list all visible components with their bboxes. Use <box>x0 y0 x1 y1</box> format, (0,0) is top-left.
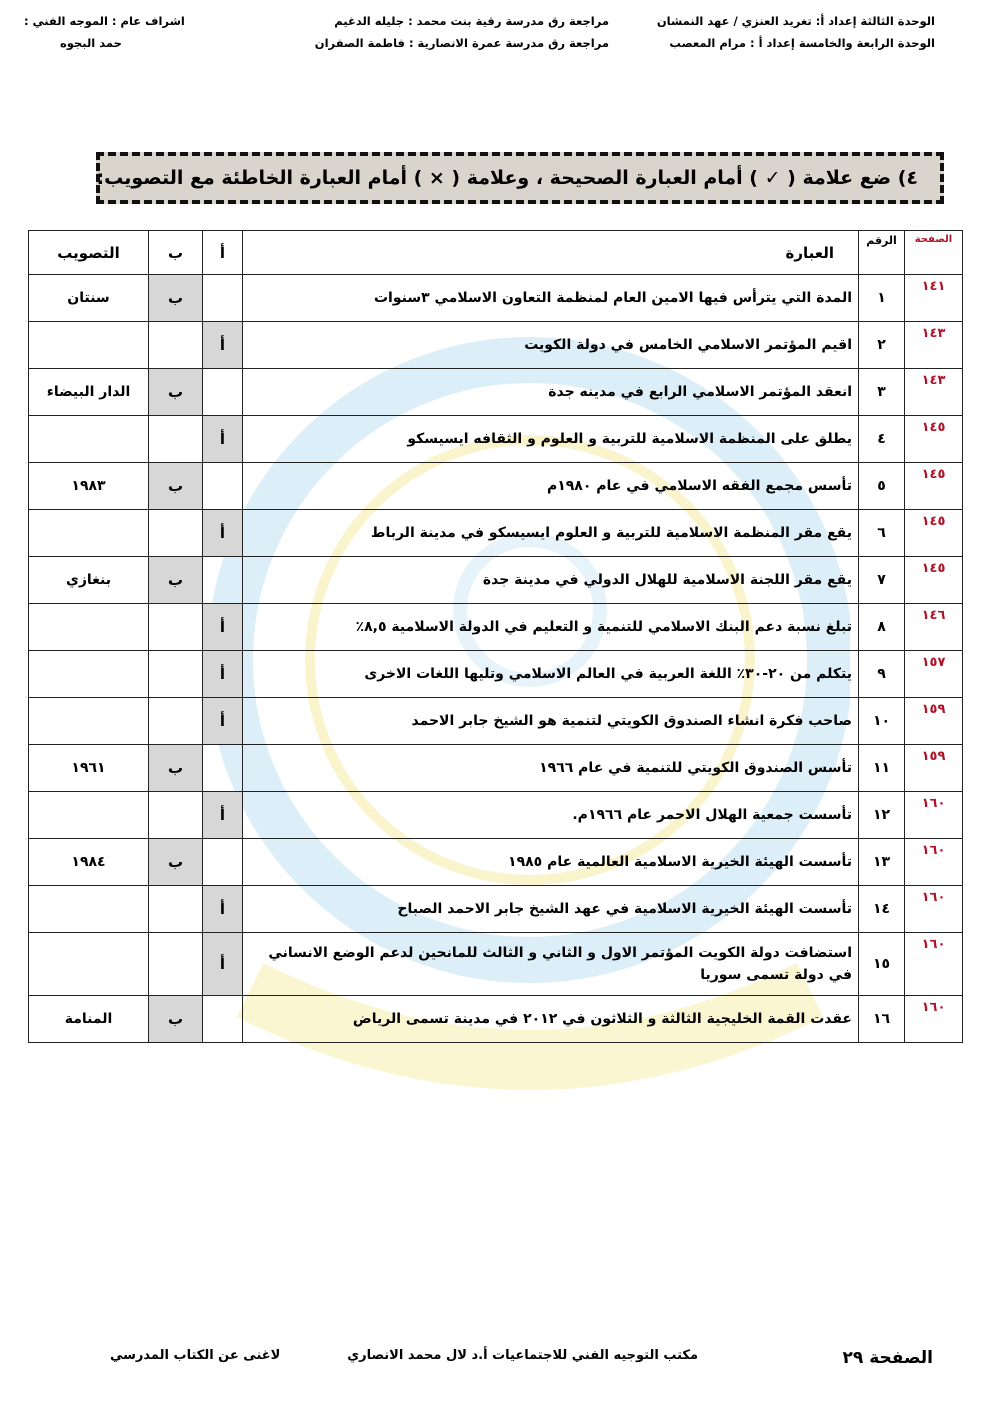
row-number: ١٦ <box>859 996 905 1043</box>
table-row <box>29 651 963 698</box>
row-answer-a: أ <box>203 698 243 745</box>
row-answer-b <box>149 322 203 369</box>
row-correction: الدار البيضاء <box>29 369 149 416</box>
table-row <box>29 933 963 996</box>
row-answer-b: ب <box>149 557 203 604</box>
row-page: ١٤٦ <box>905 604 963 651</box>
row-page: ١٦٠ <box>905 886 963 933</box>
row-page: ١٦٠ <box>905 933 963 996</box>
row-correction <box>29 510 149 557</box>
header-unit45-line: الوحدة الرابعة والخامسة إعداد أ : مرام المعصب <box>669 36 935 50</box>
row-statement: يقع مقر اللجنة الاسلامية للهلال الدولي في مدينة جدة <box>243 557 859 604</box>
row-answer-b: ب <box>149 839 203 886</box>
row-answer-a: أ <box>203 416 243 463</box>
row-correction: ١٩٦١ <box>29 745 149 792</box>
row-page: ١٤٥ <box>905 510 963 557</box>
row-correction <box>29 322 149 369</box>
row-answer-a <box>203 745 243 792</box>
row-number: ٧ <box>859 557 905 604</box>
table-row <box>29 369 963 416</box>
row-number: ١ <box>859 275 905 322</box>
table-row <box>29 557 963 604</box>
row-page: ١٦٠ <box>905 792 963 839</box>
table-row <box>29 792 963 839</box>
row-page: ١٥٩ <box>905 745 963 792</box>
row-correction: المنامة <box>29 996 149 1043</box>
answers-table-wrapper <box>28 230 962 1043</box>
document-header <box>24 14 935 60</box>
row-number: ١٢ <box>859 792 905 839</box>
row-answer-a: أ <box>203 604 243 651</box>
row-statement: المدة التي يترأس فيها الامين العام لمنظمة التعاون الاسلامي ٣سنوات <box>243 275 859 322</box>
row-statement: تأسست الهيئة الخيرية الاسلامية العالمية عام ١٩٨٥ <box>243 839 859 886</box>
row-statement: تأسس مجمع الفقه الاسلامي في عام ١٩٨٠م <box>243 463 859 510</box>
row-page: ١٤٣ <box>905 322 963 369</box>
row-correction: سنتان <box>29 275 149 322</box>
header-review2-line: مراجعة رق مدرسة عمرة الانصارية : فاطمة الصفران <box>314 36 609 50</box>
row-answer-b <box>149 792 203 839</box>
row-answer-a <box>203 839 243 886</box>
row-page: ١٤٣ <box>905 369 963 416</box>
row-statement: تأسست الهيئة الخيرية الاسلامية في عهد الشيخ جابر الاحمد الصباح <box>243 886 859 933</box>
row-statement: يتكلم من ٢٠-٣٠٪ اللغة العربية في العالم الاسلامي وتليها اللغات الاخرى <box>243 651 859 698</box>
row-number: ٥ <box>859 463 905 510</box>
row-correction <box>29 886 149 933</box>
table-row <box>29 839 963 886</box>
row-answer-a: أ <box>203 933 243 996</box>
row-answer-a <box>203 463 243 510</box>
row-page: ١٥٩ <box>905 698 963 745</box>
footer-slogan: لاغنى عن الكتاب المدرسي <box>110 1348 281 1363</box>
header-number: الرقم <box>859 231 905 275</box>
row-correction: ١٩٨٤ <box>29 839 149 886</box>
row-answer-a <box>203 996 243 1043</box>
row-answer-a: أ <box>203 886 243 933</box>
table-row <box>29 463 963 510</box>
row-answer-b: ب <box>149 745 203 792</box>
answers-table <box>28 230 963 1043</box>
table-body <box>29 275 963 1043</box>
row-answer-b: ب <box>149 369 203 416</box>
row-number: ١٠ <box>859 698 905 745</box>
row-page: ١٤٥ <box>905 557 963 604</box>
row-statement: اقيم المؤتمر الاسلامي الخامس في دولة الكويت <box>243 322 859 369</box>
row-number: ١٤ <box>859 886 905 933</box>
table-row <box>29 886 963 933</box>
table-row <box>29 416 963 463</box>
row-correction: ١٩٨٣ <box>29 463 149 510</box>
row-number: ٣ <box>859 369 905 416</box>
row-answer-b: ب <box>149 996 203 1043</box>
question-title: ٤) ضع علامة ( ✓ ) أمام العبارة الصحيحة ، وعلامة ( × ) أمام العبارة الخاطئة مع التصويب: <box>96 167 918 189</box>
row-number: ٩ <box>859 651 905 698</box>
row-statement: انعقد المؤتمر الاسلامي الرابع في مدينه جدة <box>243 369 859 416</box>
row-answer-b <box>149 510 203 557</box>
row-statement: تبلغ نسبة دعم البنك الاسلامي للتنمية و التعليم في الدولة الاسلامية ٨,٥٪ <box>243 604 859 651</box>
header-supervisor-line: اشراف عام : الموجه الفني : <box>24 14 185 28</box>
header-page: الصفحة <box>905 231 963 275</box>
header-supervisor-name: حمد البجوه <box>60 36 122 50</box>
header-review1-line: مراجعة رق مدرسة رقية بنت محمد : جليله الدغيم <box>334 14 609 28</box>
header-unit3-line: الوحدة الثالثة إعداد أ: تغريد العنزي / عهد النمشان <box>656 14 935 28</box>
row-answer-b <box>149 698 203 745</box>
header-a: أ <box>203 231 243 275</box>
table-row <box>29 322 963 369</box>
row-number: ١١ <box>859 745 905 792</box>
row-page: ١٦٠ <box>905 839 963 886</box>
row-answer-a <box>203 275 243 322</box>
row-answer-a <box>203 369 243 416</box>
row-page: ١٤٥ <box>905 416 963 463</box>
row-statement: تأسس الصندوق الكويتي للتنمية في عام ١٩٦٦ <box>243 745 859 792</box>
table-row <box>29 510 963 557</box>
row-number: ٢ <box>859 322 905 369</box>
row-answer-a: أ <box>203 651 243 698</box>
question-title-box <box>96 152 944 204</box>
table-row <box>29 698 963 745</box>
table-row <box>29 275 963 322</box>
row-page: ١٥٧ <box>905 651 963 698</box>
row-statement: استضافت دولة الكويت المؤتمر الاول و الثاني و الثالث للمانحين لدعم الوضع الانساني في دولة تسمى سوريا <box>243 933 859 996</box>
row-statement: يطلق على المنظمة الاسلامية للتربية و العلوم و الثقافه ايسيسكو <box>243 416 859 463</box>
row-number: ١٥ <box>859 933 905 996</box>
header-statement: العبارة <box>243 231 859 275</box>
row-correction <box>29 933 149 996</box>
row-number: ٦ <box>859 510 905 557</box>
row-page: ١٤١ <box>905 275 963 322</box>
row-correction <box>29 698 149 745</box>
table-row <box>29 996 963 1043</box>
row-page: ١٦٠ <box>905 996 963 1043</box>
row-number: ٤ <box>859 416 905 463</box>
row-page: ١٤٥ <box>905 463 963 510</box>
table-row <box>29 604 963 651</box>
table-row <box>29 745 963 792</box>
row-answer-a: أ <box>203 792 243 839</box>
row-correction <box>29 792 149 839</box>
row-answer-a: أ <box>203 322 243 369</box>
row-number: ١٣ <box>859 839 905 886</box>
row-answer-b <box>149 416 203 463</box>
row-statement: يقع مقر المنظمة الاسلامية للتربية و العلوم ايسيسكو في مدينة الرباط <box>243 510 859 557</box>
row-statement: تأسست جمعية الهلال الاحمر عام ١٩٦٦م. <box>243 792 859 839</box>
header-correction: التصويب <box>29 231 149 275</box>
row-correction: بنغازي <box>29 557 149 604</box>
row-answer-b <box>149 651 203 698</box>
row-answer-b: ب <box>149 463 203 510</box>
row-answer-a <box>203 557 243 604</box>
table-header-row <box>29 231 963 275</box>
footer-office: مكتب التوجيه الفني للاجتماعيات أ.د لال محمد الانصاري <box>347 1348 698 1363</box>
document-footer <box>100 1348 933 1378</box>
row-statement: عقدت القمة الخليجية الثالثة و الثلاثون في ٢٠١٢ في مدينة تسمى الرياض <box>243 996 859 1043</box>
row-correction <box>29 416 149 463</box>
row-answer-b <box>149 604 203 651</box>
row-answer-b: ب <box>149 275 203 322</box>
row-answer-a: أ <box>203 510 243 557</box>
row-statement: صاحب فكرة انشاء الصندوق الكويتي لتنمية هو الشيخ جابر الاحمد <box>243 698 859 745</box>
footer-page-number: الصفحة ٢٩ <box>842 1348 933 1368</box>
row-correction <box>29 604 149 651</box>
header-b: ب <box>149 231 203 275</box>
row-correction <box>29 651 149 698</box>
row-number: ٨ <box>859 604 905 651</box>
row-answer-b <box>149 933 203 996</box>
row-answer-b <box>149 886 203 933</box>
